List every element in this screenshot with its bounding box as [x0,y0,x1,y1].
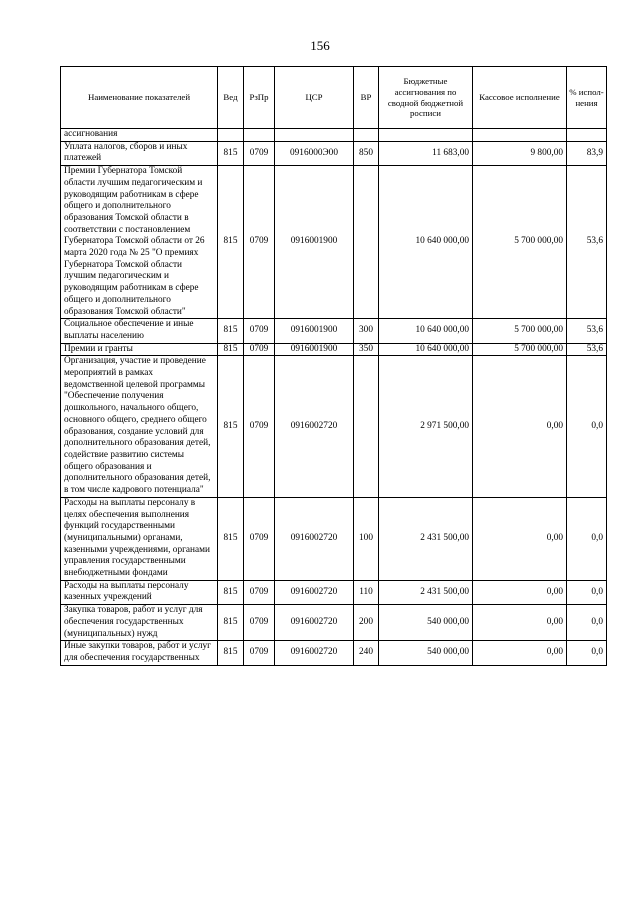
row-budget: 2 431 500,00 [379,580,473,604]
row-rzpr: 0709 [244,605,275,641]
row-name: Уплата налогов, сборов и иных платежей [61,141,218,165]
row-cash: 0,00 [473,580,567,604]
row-csr: 0916002720 [275,580,354,604]
row-vr: 200 [354,605,379,641]
row-csr: 0916002720 [275,356,354,497]
row-csr: 0916001900 [275,319,354,343]
row-vr [354,129,379,142]
row-budget: 10 640 000,00 [379,319,473,343]
table-row [61,166,607,319]
row-name: Социальное обеспечение и иные выплаты населению [61,319,218,343]
table-row [61,129,607,142]
row-rzpr: 0709 [244,641,275,665]
row-budget: 11 683,00 [379,141,473,165]
header-vr: ВР [354,67,379,129]
row-pct: 83,9 [567,141,607,165]
row-vr [354,356,379,497]
table-row [61,343,607,356]
row-vr: 850 [354,141,379,165]
row-pct: 0,0 [567,641,607,665]
row-cash: 9 800,00 [473,141,567,165]
row-budget: 10 640 000,00 [379,166,473,319]
row-cash: 0,00 [473,605,567,641]
table-row [61,641,607,665]
page-number: 156 [310,38,330,53]
row-csr: 0916002720 [275,497,354,580]
row-name: ассигнования [61,129,218,142]
row-csr [275,129,354,142]
row-ved: 815 [218,497,244,580]
row-budget: 2 431 500,00 [379,497,473,580]
row-name: Закупка товаров, работ и услуг для обеспечения государственных (муниципальных) нужд [61,605,218,641]
row-vr: 300 [354,319,379,343]
header-rzpr: РзПр [244,67,275,129]
row-pct: 0,0 [567,605,607,641]
row-ved: 815 [218,166,244,319]
row-pct: 0,0 [567,497,607,580]
row-name: Премии и гранты [61,343,218,356]
row-rzpr: 0709 [244,580,275,604]
row-vr: 100 [354,497,379,580]
row-ved: 815 [218,319,244,343]
table-row [61,580,607,604]
row-budget: 2 971 500,00 [379,356,473,497]
row-rzpr: 0709 [244,356,275,497]
row-ved: 815 [218,356,244,497]
row-vr: 110 [354,580,379,604]
row-cash: 0,00 [473,497,567,580]
row-budget [379,129,473,142]
row-csr: 0916002720 [275,605,354,641]
table-row [61,605,607,641]
budget-execution-table [60,66,607,666]
row-csr: 0916002720 [275,641,354,665]
row-csr: 0916000Э00 [275,141,354,165]
header-ved: Вед [218,67,244,129]
row-ved: 815 [218,641,244,665]
table-row [61,356,607,497]
row-rzpr: 0709 [244,166,275,319]
row-pct: 0,0 [567,356,607,497]
table-header-row [61,67,607,129]
row-vr [354,166,379,319]
row-cash: 5 700 000,00 [473,343,567,356]
row-ved: 815 [218,343,244,356]
header-budget: Бюджетные ассигнования по сводной бюджетной росписи [379,67,473,129]
row-name: Расходы на выплаты персоналу в целях обеспечения выполнения функций государственными (муниципальными) органами, казенными учреждениями, органами управления государственными внебюджетными фондами [61,497,218,580]
header-name: Наименование показателей [61,67,218,129]
table-row [61,141,607,165]
row-budget: 540 000,00 [379,641,473,665]
row-name: Организация, участие и проведение мероприятий в рамках ведомственной целевой программы "Обеспечение получения дошкольного, начального общего, основного общего, среднего общего образования, создание условий для дополнительного образования детей, содействие развитию системы общего образования и дополнительного образования детей, в том числе кадрового потенциала" [61,356,218,497]
row-pct: 53,6 [567,343,607,356]
row-vr: 350 [354,343,379,356]
row-pct: 0,0 [567,580,607,604]
row-rzpr: 0709 [244,319,275,343]
row-csr: 0916001900 [275,166,354,319]
row-budget: 10 640 000,00 [379,343,473,356]
row-vr: 240 [354,641,379,665]
row-pct [567,129,607,142]
row-budget: 540 000,00 [379,605,473,641]
row-cash: 5 700 000,00 [473,319,567,343]
row-name: Расходы на выплаты персоналу казенных учреждений [61,580,218,604]
row-rzpr [244,129,275,142]
row-pct: 53,6 [567,319,607,343]
header-csr: ЦСР [275,67,354,129]
header-pct: % испол-нения [567,67,607,129]
row-csr: 0916001900 [275,343,354,356]
row-rzpr: 0709 [244,497,275,580]
row-cash: 0,00 [473,356,567,497]
row-cash: 5 700 000,00 [473,166,567,319]
row-ved [218,129,244,142]
row-pct: 53,6 [567,166,607,319]
row-rzpr: 0709 [244,141,275,165]
table-row [61,319,607,343]
row-name: Премии Губернатора Томской области лучшим педагогическим и руководящим работникам в сфере общего и дополнительного образования Томской области в соответствии с постановлением Губернатора Томской области от 26 марта 2020 года № 25 "О премиях Губернатора Томской области лучшим педагогическим и руководящим работникам в сфере общего и дополнительного образования Томской области" [61,166,218,319]
row-ved: 815 [218,605,244,641]
row-ved: 815 [218,141,244,165]
row-ved: 815 [218,580,244,604]
header-cash: Кассовое исполнение [473,67,567,129]
row-rzpr: 0709 [244,343,275,356]
row-cash: 0,00 [473,641,567,665]
table-row [61,497,607,580]
row-cash [473,129,567,142]
row-name: Иные закупки товаров, работ и услуг для обеспечения государственных [61,641,218,665]
